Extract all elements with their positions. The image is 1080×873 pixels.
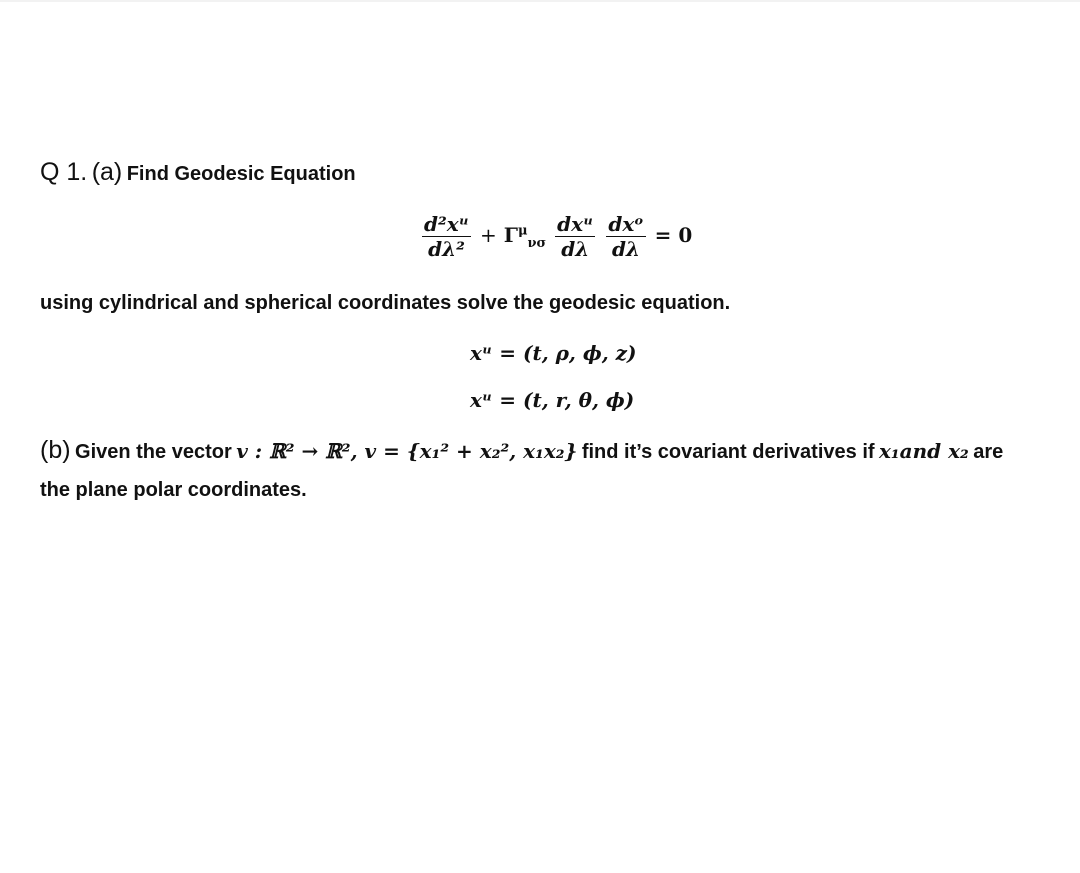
second-derivative-fraction: [422, 212, 471, 261]
question-heading: [40, 158, 356, 187]
part-b-line-2: the plane polar coordinates.: [40, 479, 307, 501]
geodesic-equation: [420, 212, 692, 261]
christoffel-symbol: [503, 223, 547, 251]
top-divider: [0, 0, 1080, 2]
fraction-numerator: dxᵒ: [608, 212, 644, 236]
part-a-title: Find Geodesic Equation: [126, 163, 356, 185]
fraction-numerator: d²xᵘ: [424, 212, 470, 236]
spherical-coordinates: xᵘ = (t, r, θ, ϕ): [470, 388, 635, 412]
first-derivative-fraction-sigma: [606, 212, 645, 261]
fraction-numerator: dxᵘ: [557, 212, 594, 236]
christoffel-superscript: μ: [517, 223, 528, 239]
plus-sign: +: [480, 223, 497, 247]
part-b-variables: x₁and x₂: [878, 439, 969, 463]
fraction-denominator: dλ: [561, 237, 590, 261]
part-b-text-3: are: [973, 441, 1004, 463]
part-b-line-1: [40, 436, 1003, 465]
equals-zero: = 0: [654, 223, 693, 247]
part-b-text-1: Given the vector: [75, 441, 232, 463]
fraction-denominator: dλ²: [428, 237, 465, 261]
fraction-denominator: dλ: [611, 237, 640, 261]
part-a-instruction: using cylindrical and spherical coordinates solve the geodesic equation.: [40, 292, 731, 314]
cylindrical-coordinates: xᵘ = (t, ρ, ϕ, z): [470, 341, 637, 365]
part-b-label: (b): [40, 436, 71, 464]
christoffel-subscript: νσ: [527, 236, 547, 251]
first-derivative-fraction-mu: [555, 212, 595, 261]
question-number: Q 1.: [40, 158, 88, 186]
part-a-label: (a): [91, 158, 123, 186]
part-b-vector-map: v : ℝ² → ℝ², v = {x₁² + x₂², x₁x₂}: [236, 439, 578, 463]
christoffel-gamma: Γ: [503, 223, 518, 247]
part-b-text-2: find it’s covariant derivatives if: [581, 441, 875, 463]
